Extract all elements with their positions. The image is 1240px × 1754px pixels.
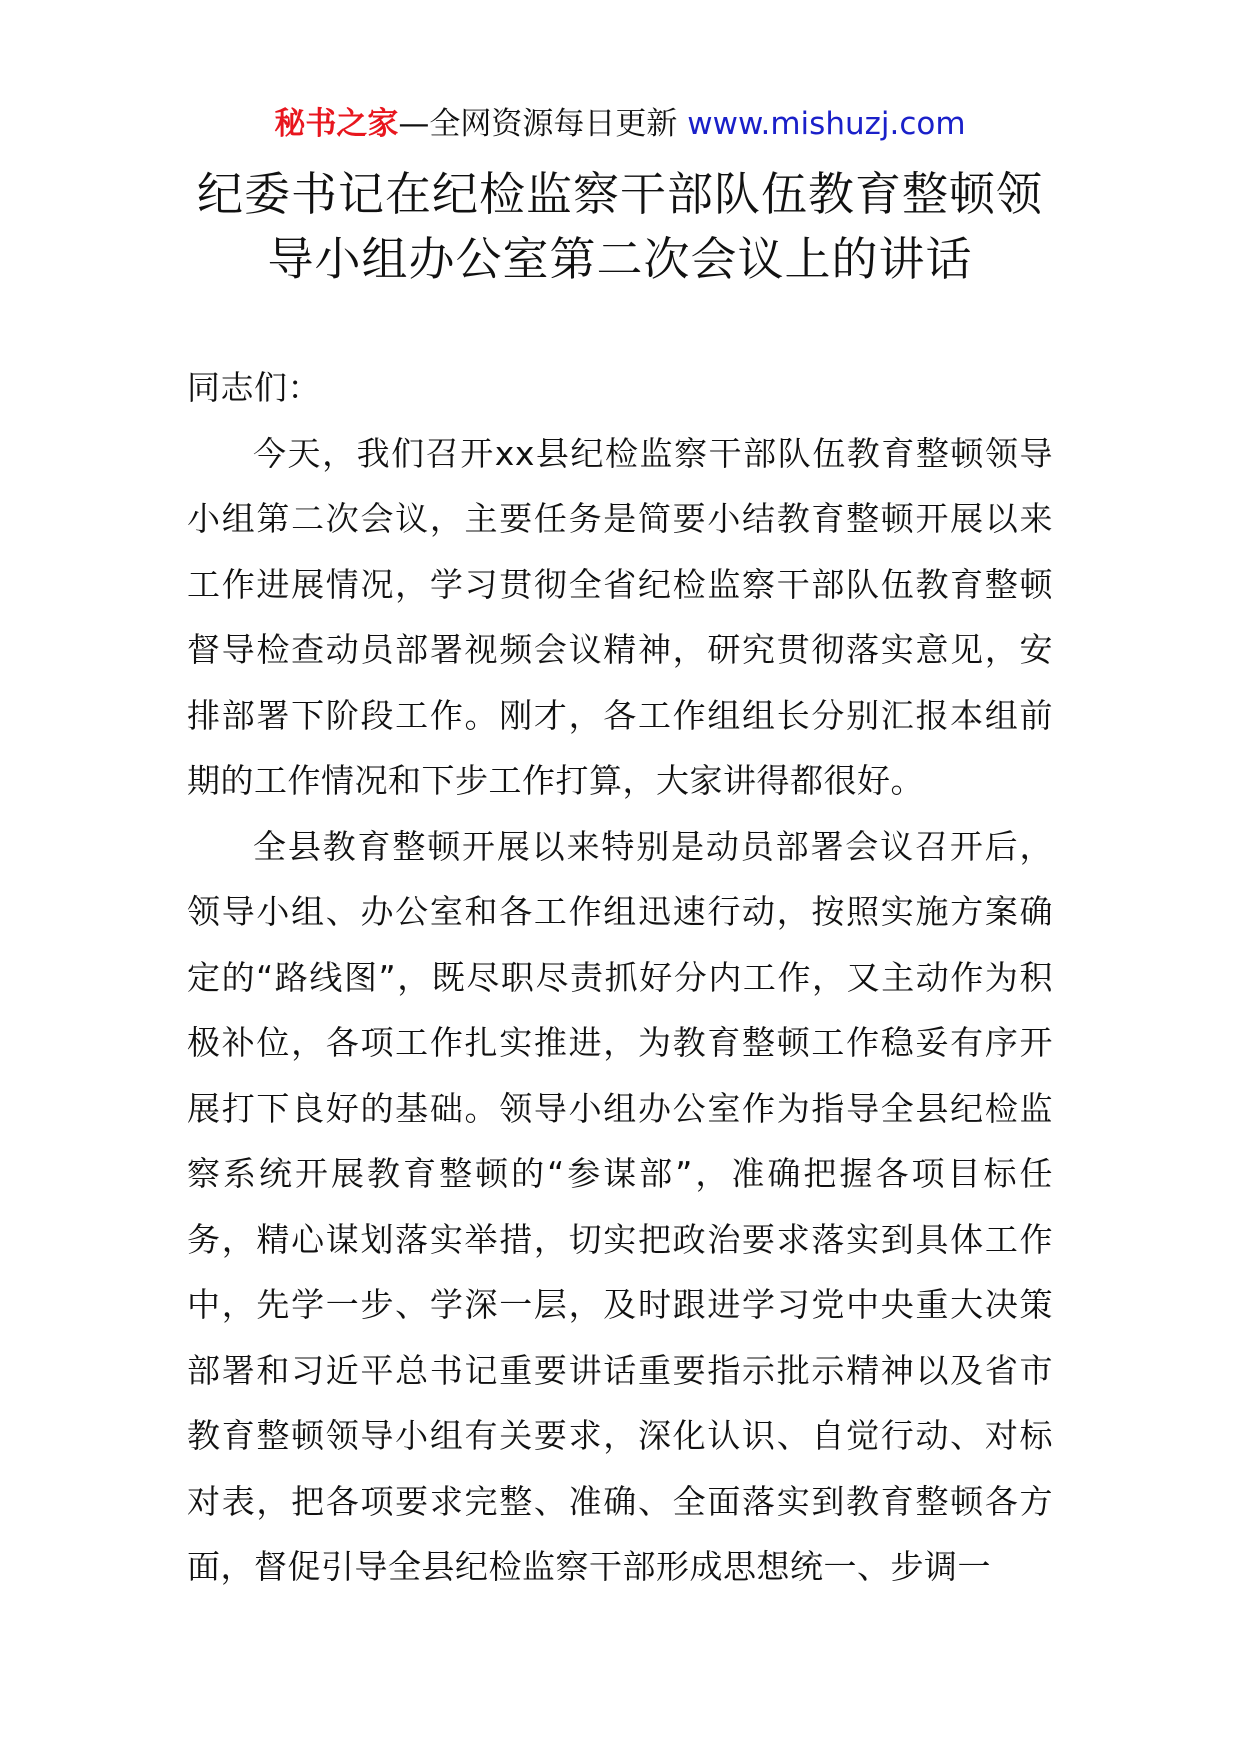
site-header — [0, 104, 1240, 144]
site-slogan: —全网资源每日更新 — [398, 106, 678, 142]
paragraph-1: 今天，我们召开xx县纪检监察干部队伍教育整顿领导小组第二次会议，主要任务是简要小结教育整顿开展以来工作进展情况，学习贯彻全省纪检监察干部队伍教育整顿督导检查动员部署视频会议精神，研究贯彻落实意见，安排部署下阶段工作。刚才，各工作组组长分别汇报本组前期的工作情况和下步工作打算，大家讲得都很好。 — [187, 433, 1053, 800]
site-brand: 秘书之家 — [274, 106, 399, 142]
document-body — [187, 355, 1053, 1600]
paragraph-2: 全县教育整顿开展以来特别是动员部署会议召开后，领导小组、办公室和各工作组迅速行动，按照实施方案确定的“路线图”，既尽职尽责抓好分内工作，又主动作为积极补位，各项工作扎实推进，为教育整顿工作稳妥有序开展打下良好的基础。领导小组办公室作为指导全县纪检监察系统开展教育整顿的“参谋部”，准确把握各项目标任务，精心谋划落实举措，切实把政治要求落实到具体工作中，先学一步、学深一层，及时跟进学习党中央重大决策部署和习近平总书记重要讲话重要指示批示精神以及省市教育整顿领导小组有关要求，深化认识、自觉行动、对标对表，把各项要求完整、准确、全面落实到教育整顿各方面，督促引导全县纪检监察干部形成思想统一、步调一 — [187, 826, 1053, 1586]
salutation: 同志们： — [187, 368, 321, 407]
document-title-line-1: 纪委书记在纪检监察干部队伍教育整顿领 — [197, 167, 1043, 221]
document-title — [140, 162, 1100, 292]
site-url-link[interactable]: www.mishuzj.com — [687, 106, 966, 142]
document-title-line-2: 导小组办公室第二次会议上的讲话 — [267, 232, 973, 286]
